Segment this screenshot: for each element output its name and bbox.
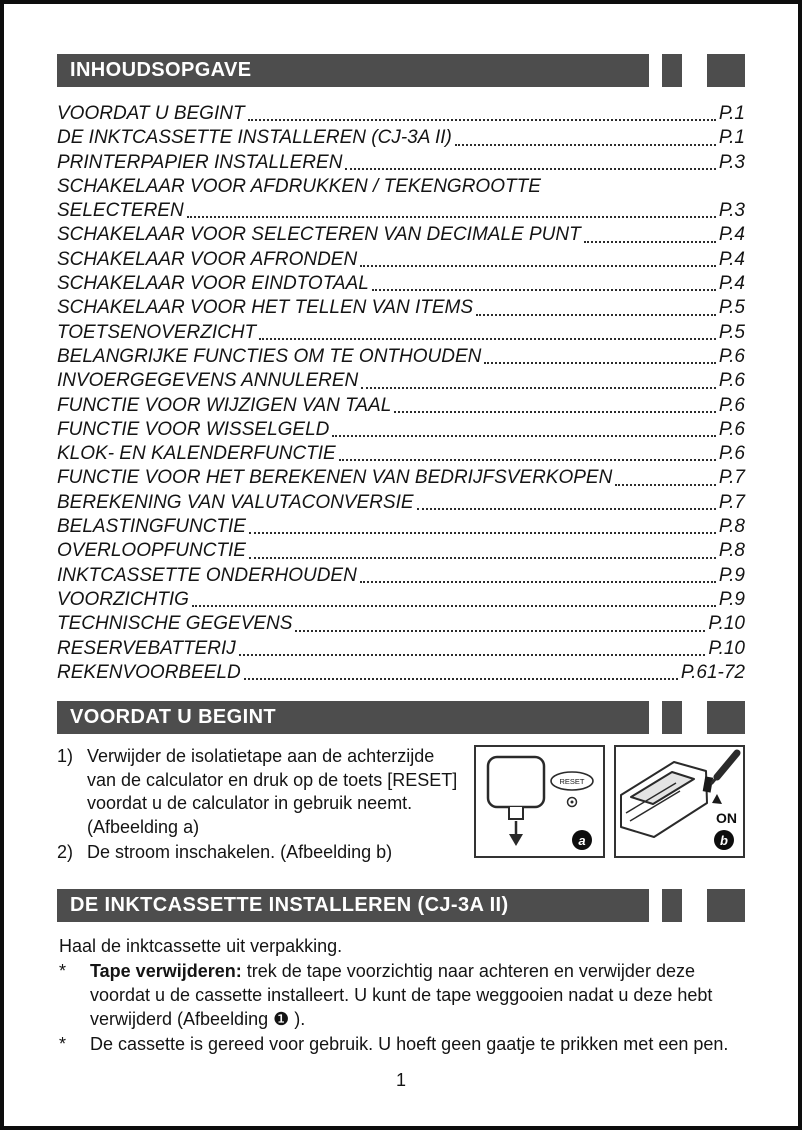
toc-entry	[57, 466, 745, 490]
toc-leader	[259, 321, 716, 340]
voordat-steps	[57, 745, 465, 867]
toc-entry	[57, 223, 745, 247]
toc-entry-title: SCHAKELAAR VOOR HET TELLEN VAN ITEMS	[57, 297, 473, 319]
inktcassette-section-title: DE INKTCASSETTE INSTALLEREN (CJ-3A II)	[57, 889, 649, 922]
toc-entry-title: VOORDAT U BEGINT	[57, 103, 245, 124]
toc-entry	[57, 151, 745, 175]
toc-leader	[187, 199, 716, 218]
toc-entry-page: P.6	[718, 370, 745, 392]
bullet-2	[57, 1032, 745, 1056]
toc-entry-title: PRINTERPAPIER INSTALLEREN	[57, 151, 343, 173]
toc-entry-page: P.9	[718, 588, 745, 610]
step-1	[57, 745, 459, 839]
toc-entry	[57, 612, 745, 636]
toc-leader	[192, 588, 716, 607]
reset-label: RESET	[559, 777, 585, 787]
toc-entry	[57, 102, 745, 126]
toc-entry-page: P.4	[718, 273, 745, 295]
toc-entry-title: INKTCASSETTE ONDERHOUDEN	[57, 564, 357, 586]
voordat-section-header	[57, 701, 745, 734]
voordat-figures	[465, 745, 745, 867]
toc-entry-title: SCHAKELAAR VOOR AFRONDEN	[57, 248, 358, 270]
toc-entry-title: FUNCTIE VOOR HET BEREKENEN VAN BEDRIJFSVERKOPEN	[57, 467, 613, 489]
toc-entry	[57, 588, 745, 612]
step-2	[57, 841, 459, 865]
toc-section-title: INHOUDSOPGAVE	[57, 54, 649, 87]
toc-entry-title: RESERVEBATTERIJ	[57, 637, 236, 659]
toc-entry	[57, 248, 745, 272]
figure-a	[474, 745, 605, 858]
toc-entry-title: SCHAKELAAR VOOR AFDRUKKEN / TEKENGROOTTE	[57, 175, 541, 197]
toc-entry-page: P.6	[718, 394, 745, 416]
toc-entry-page: P.8	[718, 516, 745, 538]
inktcassette-section-header	[57, 889, 745, 922]
header-accent-small	[662, 889, 682, 922]
toc-entry-title: TOETSENOVERZICHT	[57, 321, 257, 343]
toc-entry	[57, 637, 745, 661]
toc-entry-title: BELANGRIJKE FUNCTIES OM TE ONTHOUDEN	[57, 345, 482, 367]
toc-entry-title: BELASTINGFUNCTIE	[57, 516, 246, 538]
header-accent-large	[707, 701, 745, 734]
figure-b	[614, 745, 745, 858]
toc-list	[57, 102, 745, 685]
toc-entry-page: P.5	[718, 321, 745, 343]
inktcassette-intro: Haal de inktcassette uit verpakking.	[59, 935, 343, 956]
toc-entry-page: P.5	[718, 297, 745, 319]
toc-leader	[455, 126, 716, 145]
toc-leader	[339, 442, 716, 461]
toc-entry-title: SCHAKELAAR VOOR EINDTOTAAL	[57, 273, 369, 295]
toc-entry-page: P.7	[718, 491, 745, 513]
toc-entry	[57, 175, 745, 199]
toc-entry-page: P.8	[718, 540, 745, 562]
toc-leader	[417, 491, 716, 510]
toc-entry	[57, 345, 745, 369]
step-text: De stroom inschakelen. (Afbeelding b)	[87, 842, 393, 863]
toc-entry	[57, 418, 745, 442]
toc-section-header	[57, 54, 745, 87]
page-number: 1	[395, 1069, 406, 1090]
toc-entry-title: VOORZICHTIG	[57, 588, 189, 610]
header-accent-small	[662, 54, 682, 87]
toc-entry-title: TECHNISCHE GEGEVENS	[57, 613, 293, 635]
toc-entry	[57, 442, 745, 466]
toc-entry	[57, 394, 745, 418]
bullet-marker: *	[59, 1033, 67, 1054]
toc-entry-page: P.61-72	[680, 661, 745, 683]
toc-entry-page: P.4	[718, 224, 745, 246]
toc-entry-page: P.6	[718, 345, 745, 367]
toc-leader	[360, 248, 716, 267]
bullet-lead: Tape verwijderen:	[90, 960, 242, 981]
step-number: 1)	[57, 746, 74, 767]
toc-leader	[394, 394, 716, 413]
toc-entry-page: P.1	[718, 103, 745, 124]
toc-entry-title: KLOK- EN KALENDERFUNCTIE	[57, 443, 336, 465]
header-accent-large	[707, 54, 745, 87]
toc-leader	[249, 539, 716, 558]
toc-entry-page: P.10	[708, 637, 745, 659]
toc-leader	[248, 102, 716, 121]
toc-leader	[476, 296, 716, 315]
bullet-body: trek de tape voorzichtig naar achteren en verwijder deze voordat u de cassette installeert. U kunt de tape weggooien nadat u deze hebt verwijderd (Afbeelding ❶ ).	[90, 960, 713, 1029]
toc-entry-page: P.4	[718, 248, 745, 270]
toc-entry-title: SELECTEREN	[57, 200, 184, 222]
toc-entry	[57, 296, 745, 320]
toc-entry	[57, 321, 745, 345]
calculator-on-switch-icon	[616, 747, 743, 856]
figure-a-badge-label: a	[578, 833, 586, 849]
header-accent-large	[707, 889, 745, 922]
toc-entry	[57, 369, 745, 393]
toc-entry-title: OVERLOOPFUNCTIE	[57, 540, 246, 562]
bullet-body: De cassette is gereed voor gebruik. U hoeft geen gaatje te prikken met een pen.	[90, 1033, 729, 1054]
toc-entry-title: REKENVOORBEELD	[57, 661, 241, 683]
on-label: ON	[716, 810, 737, 827]
toc-entry	[57, 515, 745, 539]
toc-entry-page: P.7	[718, 467, 745, 489]
toc-leader	[360, 564, 716, 583]
toc-leader	[239, 637, 706, 656]
inktcassette-content	[57, 934, 745, 1056]
bullet-text	[90, 1032, 745, 1056]
step-text: Verwijder de isolatietape aan de achterzijde van de calculator en druk op de toets [RESET] voordat u de calculator in gebruik neemt. (Afbeelding a)	[87, 746, 458, 837]
toc-leader	[332, 418, 716, 437]
toc-entry-page: P.9	[718, 564, 745, 586]
toc-entry-page: P.6	[718, 418, 745, 440]
toc-entry-title: FUNCTIE VOOR WISSELGELD	[57, 418, 330, 440]
toc-entry	[57, 126, 745, 150]
toc-entry-page: P.3	[718, 200, 745, 222]
bullet-marker: *	[59, 960, 67, 981]
toc-leader	[584, 223, 716, 242]
figure-b-badge-label: b	[720, 833, 728, 849]
toc-entry	[57, 272, 745, 296]
toc-leader	[372, 272, 716, 291]
toc-entry-title: DE INKTCASSETTE INSTALLEREN (CJ-3A II)	[57, 127, 452, 149]
voordat-content	[57, 745, 745, 867]
toc-entry	[57, 491, 745, 515]
toc-leader	[615, 466, 716, 485]
toc-entry-page: P.1	[718, 127, 745, 149]
toc-entry-page: P.3	[718, 151, 745, 173]
bullet-text	[90, 959, 745, 1031]
toc-entry-title: FUNCTIE VOOR WIJZIGEN VAN TAAL	[57, 394, 392, 416]
toc-entry-title: INVOERGEGEVENS ANNULEREN	[57, 370, 359, 392]
toc-entry-title: BEREKENING VAN VALUTACONVERSIE	[57, 491, 414, 513]
isolation-tape-reset-icon	[476, 747, 603, 856]
toc-entry	[57, 199, 745, 223]
toc-entry	[57, 661, 745, 685]
voordat-section-title: VOORDAT U BEGINT	[57, 701, 649, 734]
toc-leader	[484, 345, 716, 364]
toc-entry	[57, 539, 745, 563]
header-accent-small	[662, 701, 682, 734]
toc-leader	[244, 661, 678, 680]
toc-entry	[57, 564, 745, 588]
toc-entry-title: SCHAKELAAR VOOR SELECTEREN VAN DECIMALE PUNT	[57, 224, 581, 246]
bullet-1	[57, 959, 745, 1031]
toc-leader	[295, 612, 705, 631]
toc-leader	[345, 151, 716, 170]
step-number: 2)	[57, 842, 74, 863]
toc-leader	[249, 515, 716, 534]
toc-entry-page: P.6	[718, 443, 745, 465]
toc-entry-page: P.10	[708, 613, 745, 635]
toc-leader	[361, 369, 716, 388]
